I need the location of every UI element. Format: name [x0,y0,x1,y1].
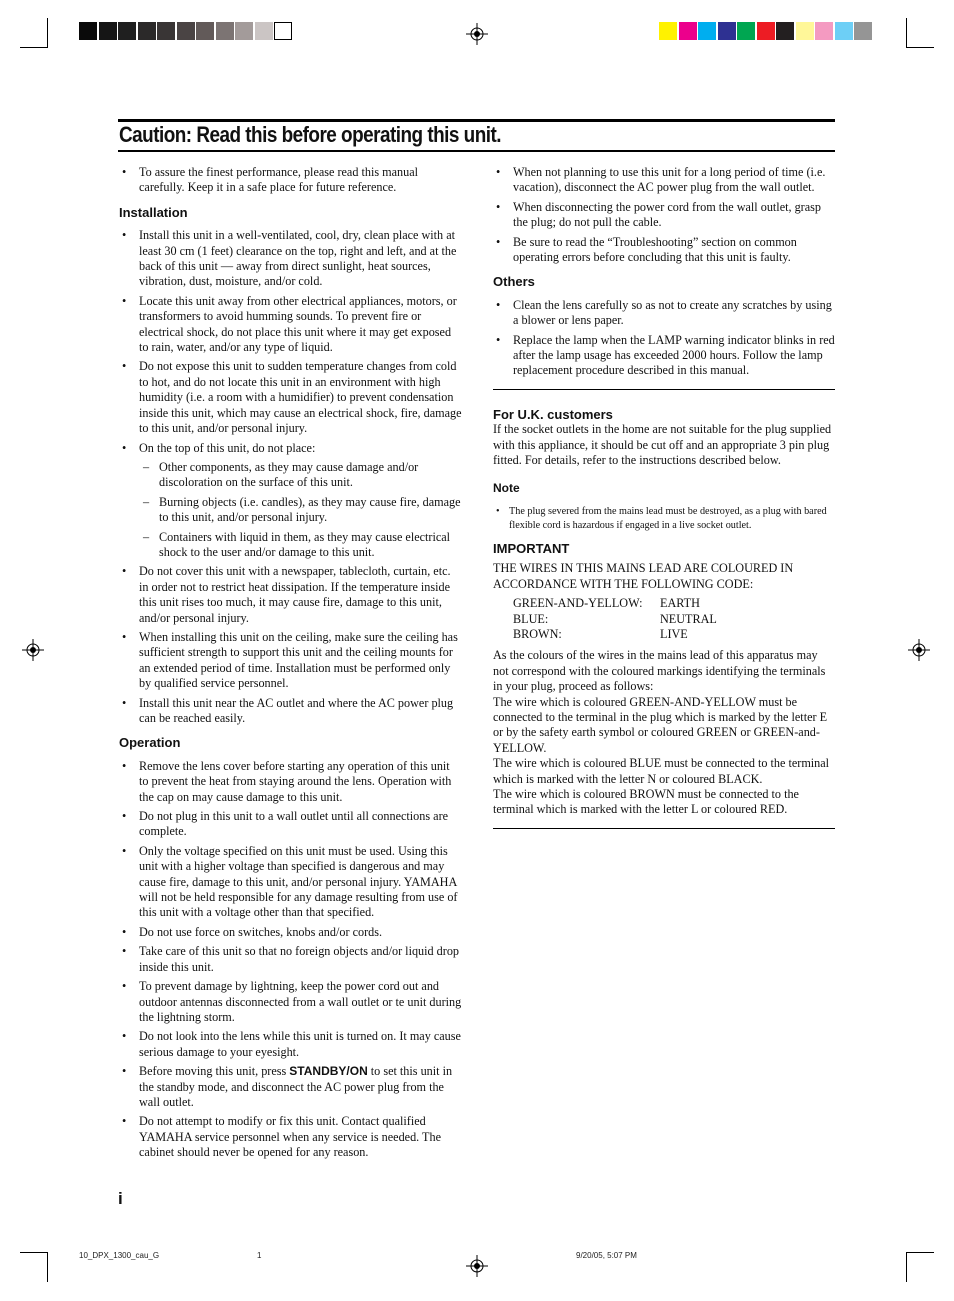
section-divider [493,389,835,390]
color-swatch [157,22,175,40]
registration-mark-icon [466,23,488,45]
wire-color: BROWN: [513,626,562,641]
wire-color-code-table [493,596,835,642]
list-item: • Clean the lens carefully so as not to create any scratches by using a blower or lens paper. [493,298,835,329]
crop-mark [906,18,907,48]
note-item: • The plug severed from the mains lead must be destroyed, as a plug with bared flexible cord is hazardous if engaged in a live socket outlet. [493,505,835,533]
registration-mark-icon [466,1255,488,1277]
list-item: • To prevent damage by lightning, keep the power cord out and outdoor antennas disconnected from a wall outlet or te unit during the lightning storm. [119,979,462,1025]
crop-mark [47,18,48,48]
important-text: THE WIRES IN THIS MAINS LEAD ARE COLOURED IN ACCORDANCE WITH THE FOLLOWING CODE: [493,561,794,591]
sub-list-item: – Burning objects (i.e. candles), as they may cause fire, damage to this unit, and/or personal injury. [119,495,462,526]
color-swatch [737,22,755,40]
page-number: i [118,1189,123,1208]
wire-color: BLUE: [513,611,549,626]
wire-color: GREEN-AND-YELLOW: [513,596,643,611]
list-item: • Take care of this unit so that no foreign objects and/or liquid drop inside this unit. [119,944,462,975]
list-item [119,1064,462,1110]
wire-meaning: NEUTRAL [660,611,717,626]
color-swatch [216,22,234,40]
wire-meaning: LIVE [660,626,688,641]
section-heading-installation: Installation [119,204,188,220]
list-item: • Replace the lamp when the LAMP warning indicator blinks in red after the lamp usage has exceeded 2000 hours. Follow the lamp replacement procedure described in this manual. [493,333,835,379]
color-swatch [659,22,677,40]
list-item: • To assure the finest performance, please read this manual carefully. Keep it in a safe place for future reference. [119,165,462,196]
section-heading-others: Others [493,274,535,290]
footer-filename: 10_DPX_1300_cau_G [79,1251,160,1260]
wire-meaning: EARTH [660,596,700,611]
list-item-text: Before moving this unit, press [139,1064,290,1079]
crop-mark [906,1252,934,1253]
color-swatch [99,22,117,40]
list-item: • Do not use force on switches, knobs and/or cords. [119,925,462,940]
color-swatch [698,22,716,40]
color-swatch [854,22,872,40]
section-heading-operation: Operation [119,735,181,751]
page-title: Caution: Read this before operating this unit. [119,122,502,147]
list-item: • On the top of this unit, do not place: [119,441,462,456]
registration-mark-icon [908,639,930,661]
uk-paragraph: The wire which is coloured GREEN-AND-YELLOW must be connected to the terminal in the plug which is marked by the letter E or by the safety earth symbol or coloured GREEN or GREEN-and-YELLOW. [493,694,828,755]
list-item: • Install this unit near the AC outlet and where the AC power plug can be reached easily. [119,696,462,727]
list-item: • Do not plug in this unit to a wall outlet until all connections are complete. [119,809,462,840]
color-swatch [118,22,136,40]
footer-date: 9/20/05, 5:07 PM [576,1251,637,1260]
crop-mark [20,1252,48,1253]
crop-mark [906,1252,907,1282]
color-swatch [138,22,156,40]
uk-paragraph: If the socket outlets in the home are not suitable for the plug supplied with this appliance, it should be cut off and an appropriate 3 pin plug fitted. For details, refer to the instructions described below. [493,422,832,468]
footer-page: 1 [257,1251,262,1260]
list-item: • When not planning to use this unit for a long period of time (i.e. vacation), disconnect the AC power plug from the wall outlet. [493,165,835,196]
sub-list-item: – Other components, as they may cause damage and/or discoloration on the surface of this unit. [119,460,462,491]
registration-mark-icon [22,639,44,661]
crop-mark [906,47,934,48]
color-swatch [255,22,273,40]
list-item: • Only the voltage specified on this unit must be used. Using this unit with a higher voltage than specified is dangerous and may cause fire, damage to this unit, and/or personal injury. YAMAHA will not be held responsible for any damage resulting from use of this unit with a voltage other than that specified. [119,844,462,921]
list-item: • Remove the lens cover before starting any operation of this unit to prevent the heat from staying around the lens. Operation with the cap on may cause damage to this unit. [119,759,462,805]
section-divider [493,828,835,829]
right-column [493,165,835,829]
color-swatch [274,22,292,40]
color-swatch [815,22,833,40]
color-swatch [177,22,195,40]
list-item: • Install this unit in a well-ventilated, cool, dry, clean place with at least 30 cm (1 feet) clearance on the top, right and left, and at the back of this unit — away from direct sunlight, heat sources, vibration, dust, moisture, and/or cold. [119,228,462,290]
color-swatch [757,22,775,40]
title-rule [118,150,835,152]
note-heading: Note [493,480,520,495]
sub-list-item: – Containers with liquid in them, as they may cause electrical shock to the user and/or damage to this unit. [119,530,462,561]
list-item: • Do not cover this unit with a newspaper, tablecloth, curtain, etc. in order not to restrict heat dissipation. If the temperature inside this unit rises too much, it may cause fire, damage to this unit, and/or personal injury. [119,564,462,626]
standby-key-label: STANDBY/ON [289,1064,368,1079]
left-column [119,165,462,1165]
list-item: • Locate this unit away from other electrical appliances, motors, or transformers to avoid humming sounds. To prevent fire or electrical shock, do not place this unit where it may get exposed to rain, water, and/or any type of liquid. [119,294,462,356]
color-swatch [679,22,697,40]
list-item: • Be sure to read the “Troubleshooting” section on common operating errors before concluding that this unit is faulty. [493,235,835,266]
color-swatch [796,22,814,40]
color-swatch [235,22,253,40]
crop-mark [47,1252,48,1282]
color-swatch [79,22,97,40]
list-item-text: to set this unit in the standby mode, and disconnect the AC power plug from the wall outlet. [139,1064,453,1109]
uk-paragraph: The wire which is coloured BROWN must be connected to the terminal which is marked with the letter L or coloured RED. [493,787,799,817]
important-heading: IMPORTANT [493,540,570,556]
section-heading-uk-customers: For U.K. customers [493,406,613,422]
list-item: • Do not attempt to modify or fix this unit. Contact qualified YAMAHA service personnel when any service is needed. The cabinet should never be opened for any reason. [119,1114,462,1160]
list-item: • When installing this unit on the ceiling, make sure the ceiling has sufficient strength to support this unit and the ceiling mounts for an extended period of time. Installation must be performed only by qualified service personnel. [119,630,462,692]
color-swatch [835,22,853,40]
color-swatch [776,22,794,40]
crop-mark [20,47,48,48]
color-swatch [718,22,736,40]
color-swatch [196,22,214,40]
list-item: • When disconnecting the power cord from the wall outlet, grasp the plug; do not pull the cable. [493,200,835,231]
list-item: • Do not expose this unit to sudden temperature changes from cold to hot, and do not locate this unit in an environment with high humidity (i.e. a room with a humidifier) to prevent condensation inside this unit, which may cause an electrical shock, fire, damage to this unit, and/or personal injury. [119,359,462,436]
uk-paragraph: As the colours of the wires in the mains lead of this apparatus may not correspond with the coloured markings identifying the terminals in your plug, proceed as follows: [493,648,826,694]
list-item: • Do not look into the lens while this unit is turned on. It may cause serious damage to your eyesight. [119,1029,462,1060]
uk-paragraph: The wire which is coloured BLUE must be connected to the terminal which is marked with the letter N or coloured BLACK. [493,756,830,786]
